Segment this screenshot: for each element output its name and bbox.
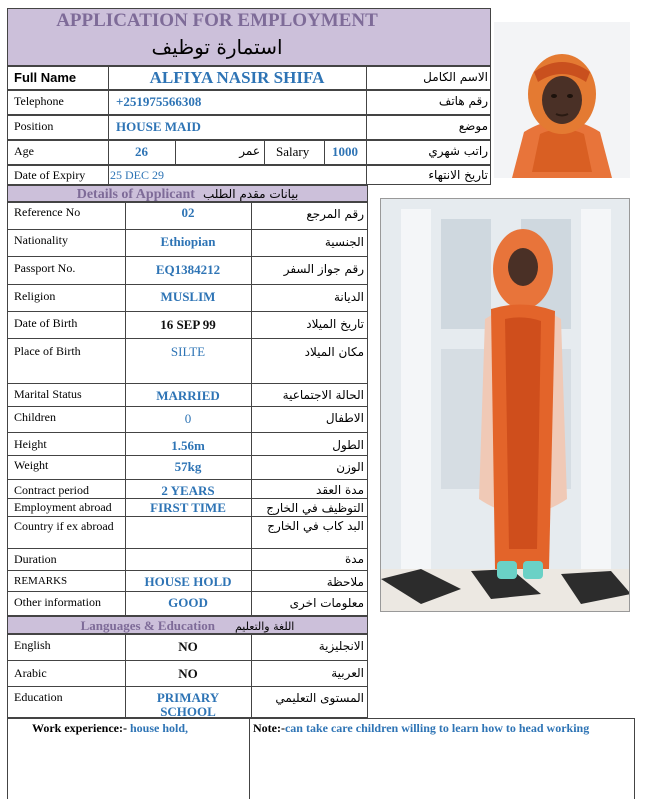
education-label: Education xyxy=(14,690,63,704)
full-name-value: ALFIYA NASIR SHIFA xyxy=(149,68,325,87)
education-label-ar: المستوى التعليمي xyxy=(275,691,364,705)
salary-value: 1000 xyxy=(332,144,358,159)
age-label-ar: عمر xyxy=(239,144,260,158)
remarks-value: HOUSE HOLD xyxy=(144,574,232,589)
passport-label-ar: رقم جواز السفر xyxy=(283,262,364,276)
height-label-ar: الطول xyxy=(332,438,364,452)
nationality-value: Ethiopian xyxy=(160,234,216,249)
note-label: Note:- xyxy=(253,721,285,735)
title-en: APPLICATION FOR EMPLOYMENT xyxy=(56,10,378,31)
note-value: can take care children willing to learn how to head working xyxy=(284,721,590,735)
passport-value: EQ1384212 xyxy=(155,262,221,277)
duration-label-ar: مدة xyxy=(344,552,364,566)
nationality-label-ar: الجنسية xyxy=(324,235,364,249)
full-name-label: Full Name xyxy=(14,70,77,85)
arabic-label: Arabic xyxy=(14,666,47,680)
languages-title-ar: اللغة والتعليم xyxy=(234,620,295,633)
education-value-line2: SCHOOL xyxy=(160,704,216,719)
height-label: Height xyxy=(14,437,47,451)
employment-value: FIRST TIME xyxy=(150,500,226,515)
other-label-ar: معلومات اخرى xyxy=(289,596,364,610)
contract-label-ar: مدة العقد xyxy=(316,483,364,497)
duration-label: Duration xyxy=(14,552,57,566)
position-value: HOUSE MAID xyxy=(116,119,201,134)
full-name-label-ar: الاسم الكامل xyxy=(423,70,488,84)
english-label: English xyxy=(14,638,51,652)
telephone-label: Telephone xyxy=(14,94,64,108)
country-label-ar: البد كاب في الخارج xyxy=(267,519,364,533)
marital-value: MARRIED xyxy=(156,388,220,403)
other-value: GOOD xyxy=(168,595,208,610)
age-value: 26 xyxy=(135,144,148,159)
children-label-ar: الاطفال xyxy=(325,411,364,425)
expiry-value: 25 DEC 29 xyxy=(110,168,164,182)
children-label: Children xyxy=(14,410,56,424)
weight-label-ar: الوزن xyxy=(336,460,364,474)
marital-label: Marital Status xyxy=(14,387,82,401)
children-value: 0 xyxy=(184,411,192,426)
nationality-label: Nationality xyxy=(14,233,68,247)
expiry-label: Date of Expiry xyxy=(14,168,86,182)
reference-value: 02 xyxy=(181,205,195,220)
salary-label-ar: راتب شهري xyxy=(428,144,488,158)
contract-value: 2 YEARS xyxy=(161,483,215,498)
age-label: Age xyxy=(14,144,34,158)
employment-label: Employment abroad xyxy=(14,500,112,514)
remarks-label-ar: ملاحظة xyxy=(326,575,364,589)
religion-label: Religion xyxy=(14,289,56,303)
applicant-portrait-photo xyxy=(494,22,630,178)
reference-label: Reference No xyxy=(14,205,81,219)
title-ar: استمارة توظيف xyxy=(151,35,283,59)
english-label-ar: الانجليزية xyxy=(318,639,364,653)
marital-label-ar: الحالة الاجتماعية xyxy=(282,388,364,402)
religion-label-ar: الديانة xyxy=(333,290,364,304)
religion-value: MUSLIM xyxy=(160,289,216,304)
passport-label: Passport No. xyxy=(14,261,76,275)
dob-value: 16 SEP 99 xyxy=(160,317,216,332)
employment-label-ar: التوظيف في الخارج xyxy=(266,501,364,515)
applicant-full-body-photo xyxy=(380,198,630,612)
telephone-label-ar: رقم هاتف xyxy=(438,94,488,108)
country-label: Country if ex abroad xyxy=(14,519,114,533)
other-label: Other information xyxy=(14,595,101,609)
telephone-value: +251975566308 xyxy=(116,94,202,109)
work-experience-label: Work experience:- xyxy=(32,721,127,735)
weight-label: Weight xyxy=(14,458,49,472)
height-value: 1.56m xyxy=(171,438,205,453)
education-value-line1: PRIMARY xyxy=(156,690,220,705)
dob-label-ar: تاريخ الميلاد xyxy=(306,317,364,331)
expiry-label-ar: تاريخ الانتهاء xyxy=(428,168,488,182)
remarks-label: REMARKS xyxy=(14,575,68,587)
english-value: NO xyxy=(178,639,198,654)
position-label: Position xyxy=(14,119,54,133)
weight-value: 57kg xyxy=(174,459,202,474)
arabic-value: NO xyxy=(178,666,198,681)
pob-label: Place of Birth xyxy=(14,344,81,358)
details-title-ar: بيانات مقدم الطلب xyxy=(202,187,299,201)
reference-label-ar: رقم المرجع xyxy=(306,207,364,221)
dob-label: Date of Birth xyxy=(14,316,78,330)
contract-label: Contract period xyxy=(14,483,89,497)
languages-title-en: Languages & Education xyxy=(80,618,215,633)
pob-value: SILTE xyxy=(170,344,206,359)
salary-label: Salary xyxy=(276,144,310,159)
work-experience-value: house hold, xyxy=(129,721,188,735)
pob-label-ar: مكان الميلاد xyxy=(304,345,364,359)
details-title-en: Details of Applicant xyxy=(76,187,195,202)
arabic-label-ar: العربية xyxy=(331,666,364,680)
position-label-ar: موضع xyxy=(458,119,488,133)
